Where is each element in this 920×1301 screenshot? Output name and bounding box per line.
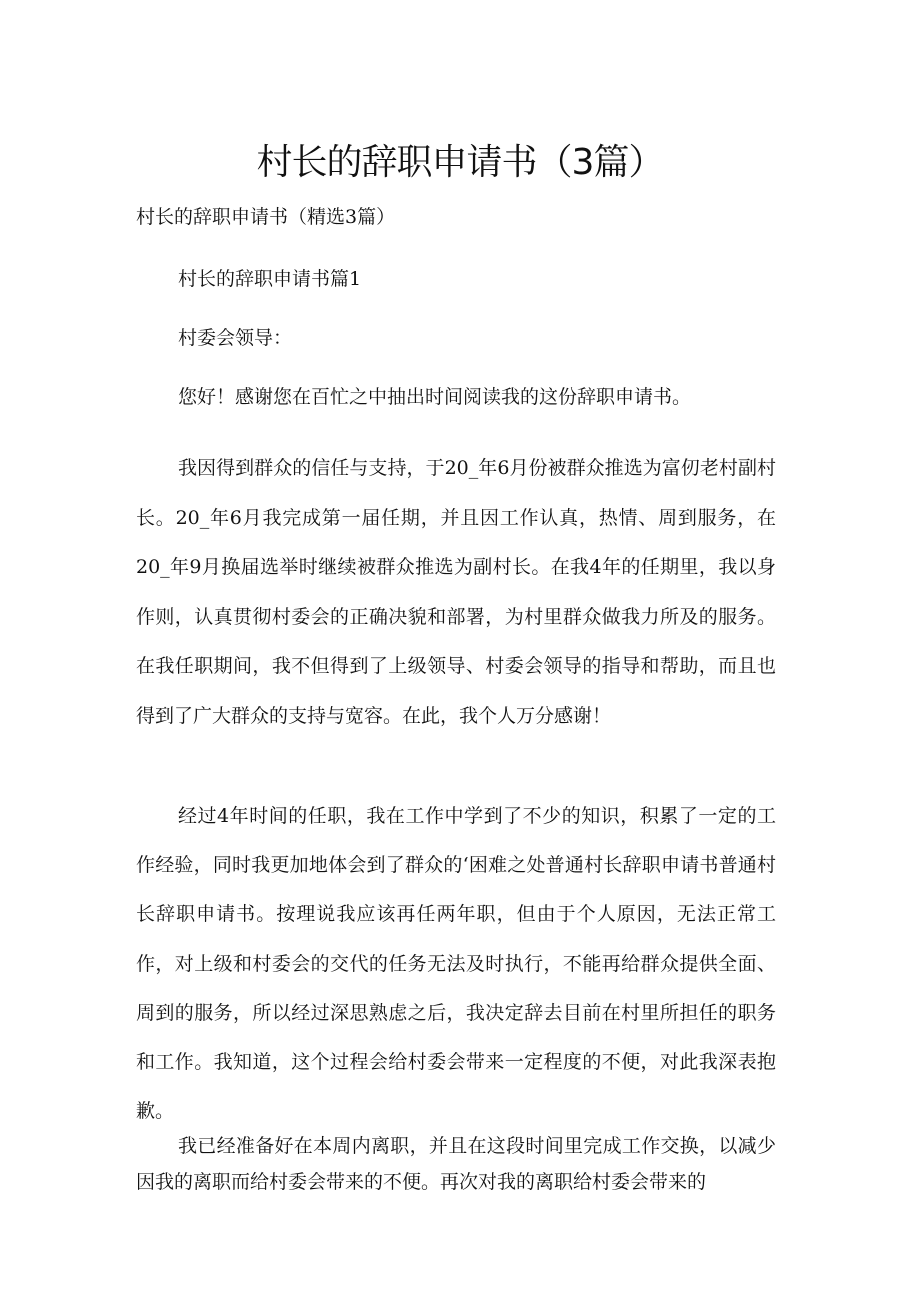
body-paragraph: 经过4年时间的任职，我在工作中学到了不少的知识，积累了一定的工作经验，同时我更加地体会到了群众的‘困难之处普通村长辞职申请书普通村长辞职申请书。按理说我应该再任两年职，但由于个人原因，无法正常工作，对上级和村委会的交代的任务无法及时执行，不能再给群众提供全面、周到的服务，所以经过深思熟虑之后，我决定辞去目前在村里所担任的职务和工作。我知道，这个过程会给村委会带来一定程度的不便，对此我深表抱歉。 xyxy=(136,805,776,1123)
body-paragraph: 我已经准备好在本周内离职，并且在这段时间里完成工作交换，以减少因我的离职而给村委会带来的不便。再次对我的离职给村委会带来的 xyxy=(136,1135,776,1193)
greeting-line: 您好！感谢您在百忙之中抽出时间阅读我的这份辞职申请书。 xyxy=(178,386,692,408)
salutation: 村委会领导： xyxy=(178,327,293,349)
document-title: 村长的辞职申请书（3篇） xyxy=(256,142,664,183)
section-heading: 村长的辞职申请书篇1 xyxy=(178,268,362,290)
document-subtitle: 村长的辞职申请书（精选3篇） xyxy=(136,206,396,228)
body-paragraph: 我因得到群众的信任与支持，于20_年6月份被群众推选为富仞老村副村长。20_年6月我完成第一届任期，并且因工作认真，热情、周到服务，在20_年9月换届选举时继续被群众推选为副村长。在我4年的任期里，我以身作则，认真贯彻村委会的正确决貌和部署，为村里群众做我力所及的服务。在我任职期间，我不但得到了上级领导、村委会领导的指导和帮助，而且也得到了广大群众的支持与宽容。在此，我个人万分感谢！ xyxy=(136,457,776,727)
